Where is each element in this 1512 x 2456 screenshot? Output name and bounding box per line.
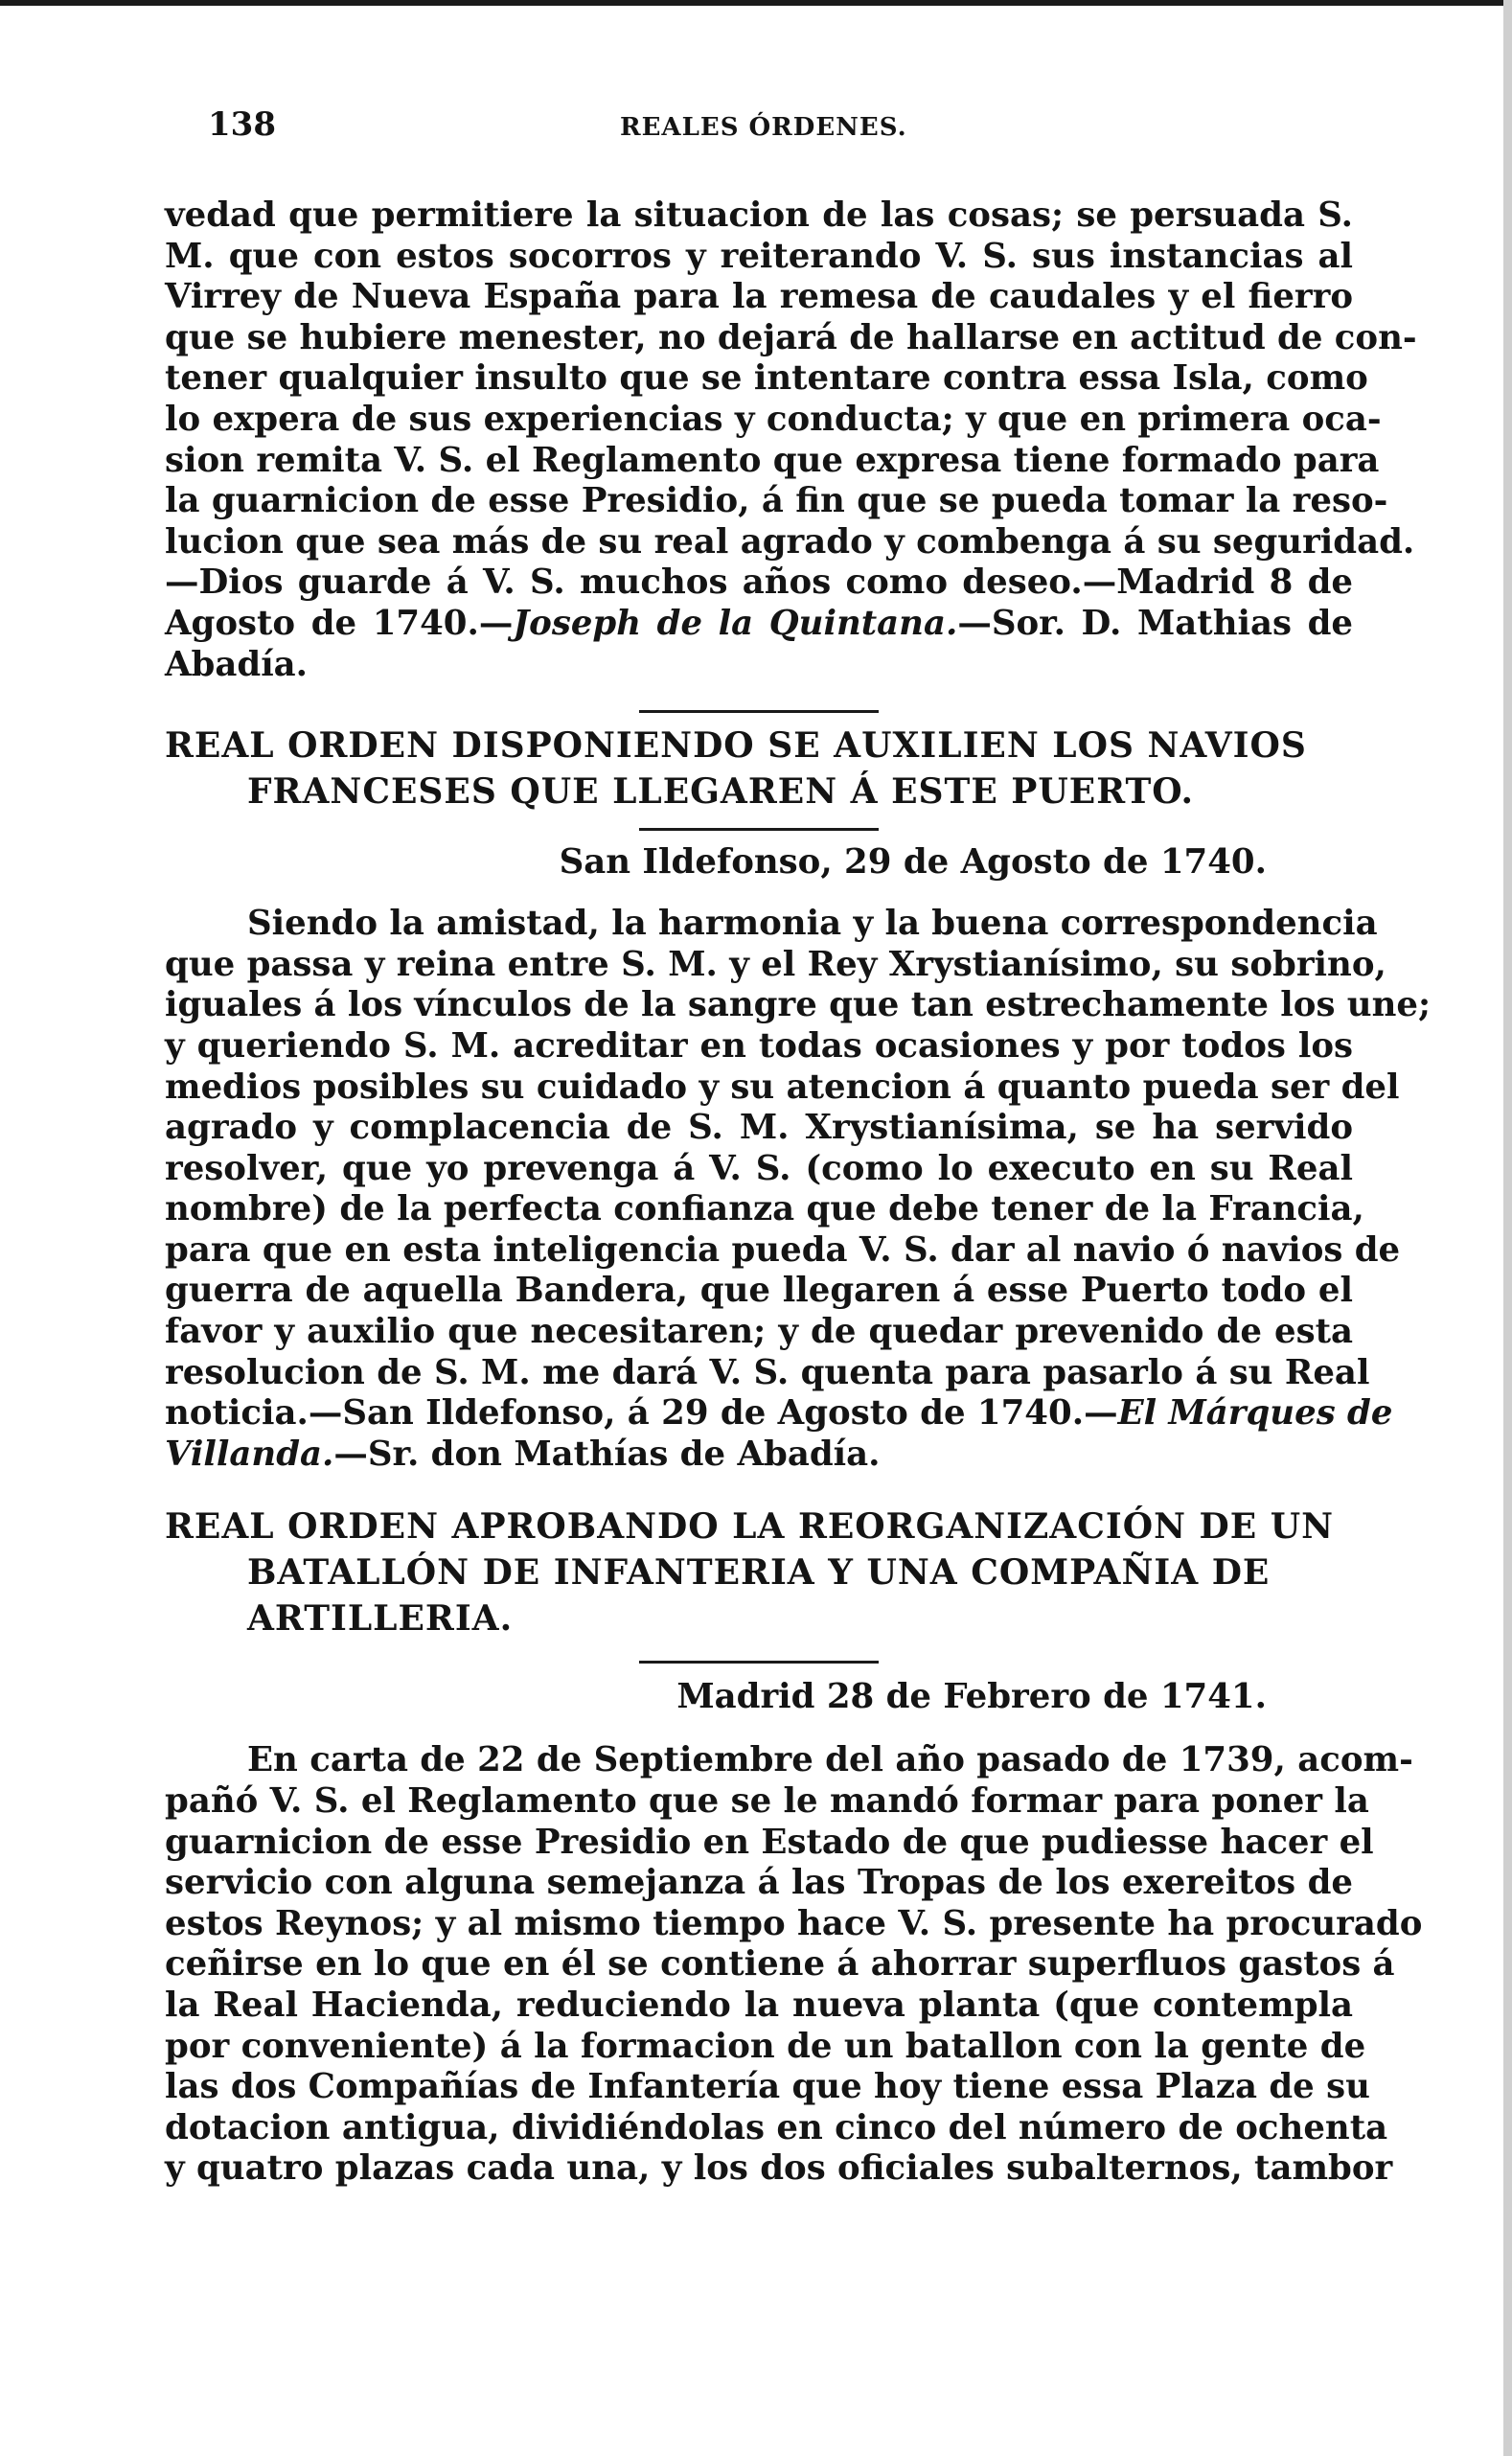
text-line: ceñirse en lo que en él se contiene á ahorrar superfluos gastos á — [165, 1944, 1395, 1985]
text-line: y quatro plazas cada una, y los dos oficiales subalternos, tambor — [165, 2148, 1393, 2189]
text-line: para que en esta inteligencia pueda V. S. dar al navio ó navios de — [165, 1229, 1401, 1270]
text-segment: —Sr. don Mathías de Abadía. — [333, 1434, 881, 1474]
section-divider — [639, 828, 879, 831]
text-line: Siendo la amistad, la harmonia y la buena correspondencia — [247, 904, 1378, 944]
text-line: agrado y complacencia de S. M. Xrystianísima, se ha servido — [165, 1108, 1353, 1148]
title-line: FRANCESES QUE LLEGAREN Á ESTE PUERTO. — [247, 771, 1195, 813]
title-line: REAL ORDEN APROBANDO LA REORGANIZACIÓN DE UN — [165, 1506, 1334, 1548]
text-line: Abadía. — [165, 644, 309, 684]
text-line: Virrey de Nueva España para la remesa de caudales y el fierro — [165, 277, 1353, 317]
text-line: la guarnicion de esse Presidio, á fin que se pueda tomar la reso- — [165, 481, 1388, 521]
title-line: BATALLÓN DE INFANTERIA Y UNA COMPAÑIA DE — [247, 1552, 1271, 1594]
text-line-with-signature — [165, 1435, 1353, 1476]
text-line: lucion que sea más de su real agrado y combenga á su seguridad. — [165, 521, 1415, 562]
dateline-1: San Ildefonso, 29 de Agosto de 1740. — [559, 842, 1267, 883]
text-segment: —Sor. D. Mathias de — [957, 603, 1353, 643]
text-segment: noticia.—San Ildefonso, á 29 de Agosto de 1740.— — [165, 1393, 1118, 1434]
text-line: guerra de aquella Bandera, que llegaren á esse Puerto todo el — [165, 1271, 1353, 1311]
text-segment: Agosto de 1740.— — [165, 603, 514, 643]
title-line: ARTILLERIA. — [247, 1598, 514, 1640]
section-1-body — [165, 904, 1432, 1475]
text-line: y queriendo S. M. acreditar en todas ocasiones y por todos los — [165, 1025, 1353, 1066]
text-line: tener qualquier insulto que se intentare contra essa Isla, como — [165, 358, 1368, 399]
text-line: lo expera de sus experiencias y conducta; y que en primera oca- — [165, 399, 1382, 439]
text-line: iguales á los vínculos de la sangre que tan estrechamente los une; — [165, 985, 1432, 1025]
section-divider — [639, 710, 879, 713]
text-line: por conveniente) á la formacion de un batallon con la gente de — [165, 2026, 1366, 2066]
signature-name: Joseph de la Quintana. — [513, 603, 958, 643]
text-line: sion remita V. S. el Reglamento que expresa tiene formado para — [165, 440, 1380, 480]
title-line: REAL ORDEN DISPONIENDO SE AUXILIEN LOS NAVIOS — [165, 725, 1307, 767]
section-title-1 — [165, 723, 1353, 815]
text-line: favor y auxilio que necesitaren; y de quedar prevenido de esta — [165, 1312, 1353, 1352]
text-line: dotacion antigua, dividiéndolas en cinco del número de ochenta — [165, 2107, 1388, 2147]
section-2-body — [165, 1740, 1423, 2190]
text-line: vedad que permitiere la situacion de las cosas; se persuada S. — [165, 195, 1353, 235]
section-title-2 — [165, 1503, 1353, 1641]
text-line: que se hubiere menester, no dejará de hallarse en actitud de con- — [165, 317, 1417, 357]
signature-name: Villanda. — [165, 1434, 334, 1474]
text-line: pañó V. S. el Reglamento que se le mandó formar para poner la — [165, 1781, 1369, 1822]
text-line: la Real Hacienda, reduciendo la nueva planta (que contempla — [165, 1985, 1353, 2025]
text-line: nombre) de la perfecta confianza que debe tener de la Francia, — [165, 1189, 1364, 1229]
scan-right-edge — [1503, 0, 1512, 2456]
text-line: M. que con estos socorros y reiterando V. S. sus instancias al — [165, 236, 1353, 276]
text-line: guarnicion de esse Presidio en Estado de que pudiesse hacer el — [165, 1822, 1374, 1862]
text-line: que passa y reina entre S. M. y el Rey Xrystianísimo, su sobrino, — [165, 944, 1386, 984]
signature-name: El Márques de — [1117, 1393, 1393, 1434]
page-header — [165, 96, 1353, 153]
text-line: medios posibles su cuidado y su atencion á quanto pueda ser del — [165, 1067, 1400, 1107]
book-page — [165, 96, 1432, 2190]
scan-top-border — [0, 0, 1512, 6]
text-line: las dos Compañías de Infantería que hoy tiene essa Plaza de su — [165, 2067, 1370, 2107]
text-line: —Dios guarde á V. S. muchos años como deseo.—Madrid 8 de — [165, 562, 1353, 603]
text-line: En carta de 22 de Septiembre del año pasado de 1739, acom- — [247, 1740, 1413, 1780]
dateline-2: Madrid 28 de Febrero de 1741. — [676, 1677, 1267, 1717]
text-line: estos Reynos; y al mismo tiempo hace V. S. presente ha procurado — [165, 1903, 1423, 1943]
page-number: 138 — [208, 105, 276, 144]
opening-paragraph — [165, 195, 1417, 685]
section-divider — [639, 1661, 879, 1664]
text-line-with-signature — [165, 1393, 1393, 1435]
running-head: REALES ÓRDENES. — [620, 113, 907, 142]
text-line: servicio con alguna semejanza á las Tropas de los exereitos de — [165, 1863, 1353, 1903]
text-line: resolucion de S. M. me dará V. S. quenta para pasarlo á su Real — [165, 1352, 1370, 1392]
text-line-with-signature — [165, 604, 1353, 645]
text-line: resolver, que yo prevenga á V. S. (como lo executo en su Real — [165, 1148, 1353, 1188]
